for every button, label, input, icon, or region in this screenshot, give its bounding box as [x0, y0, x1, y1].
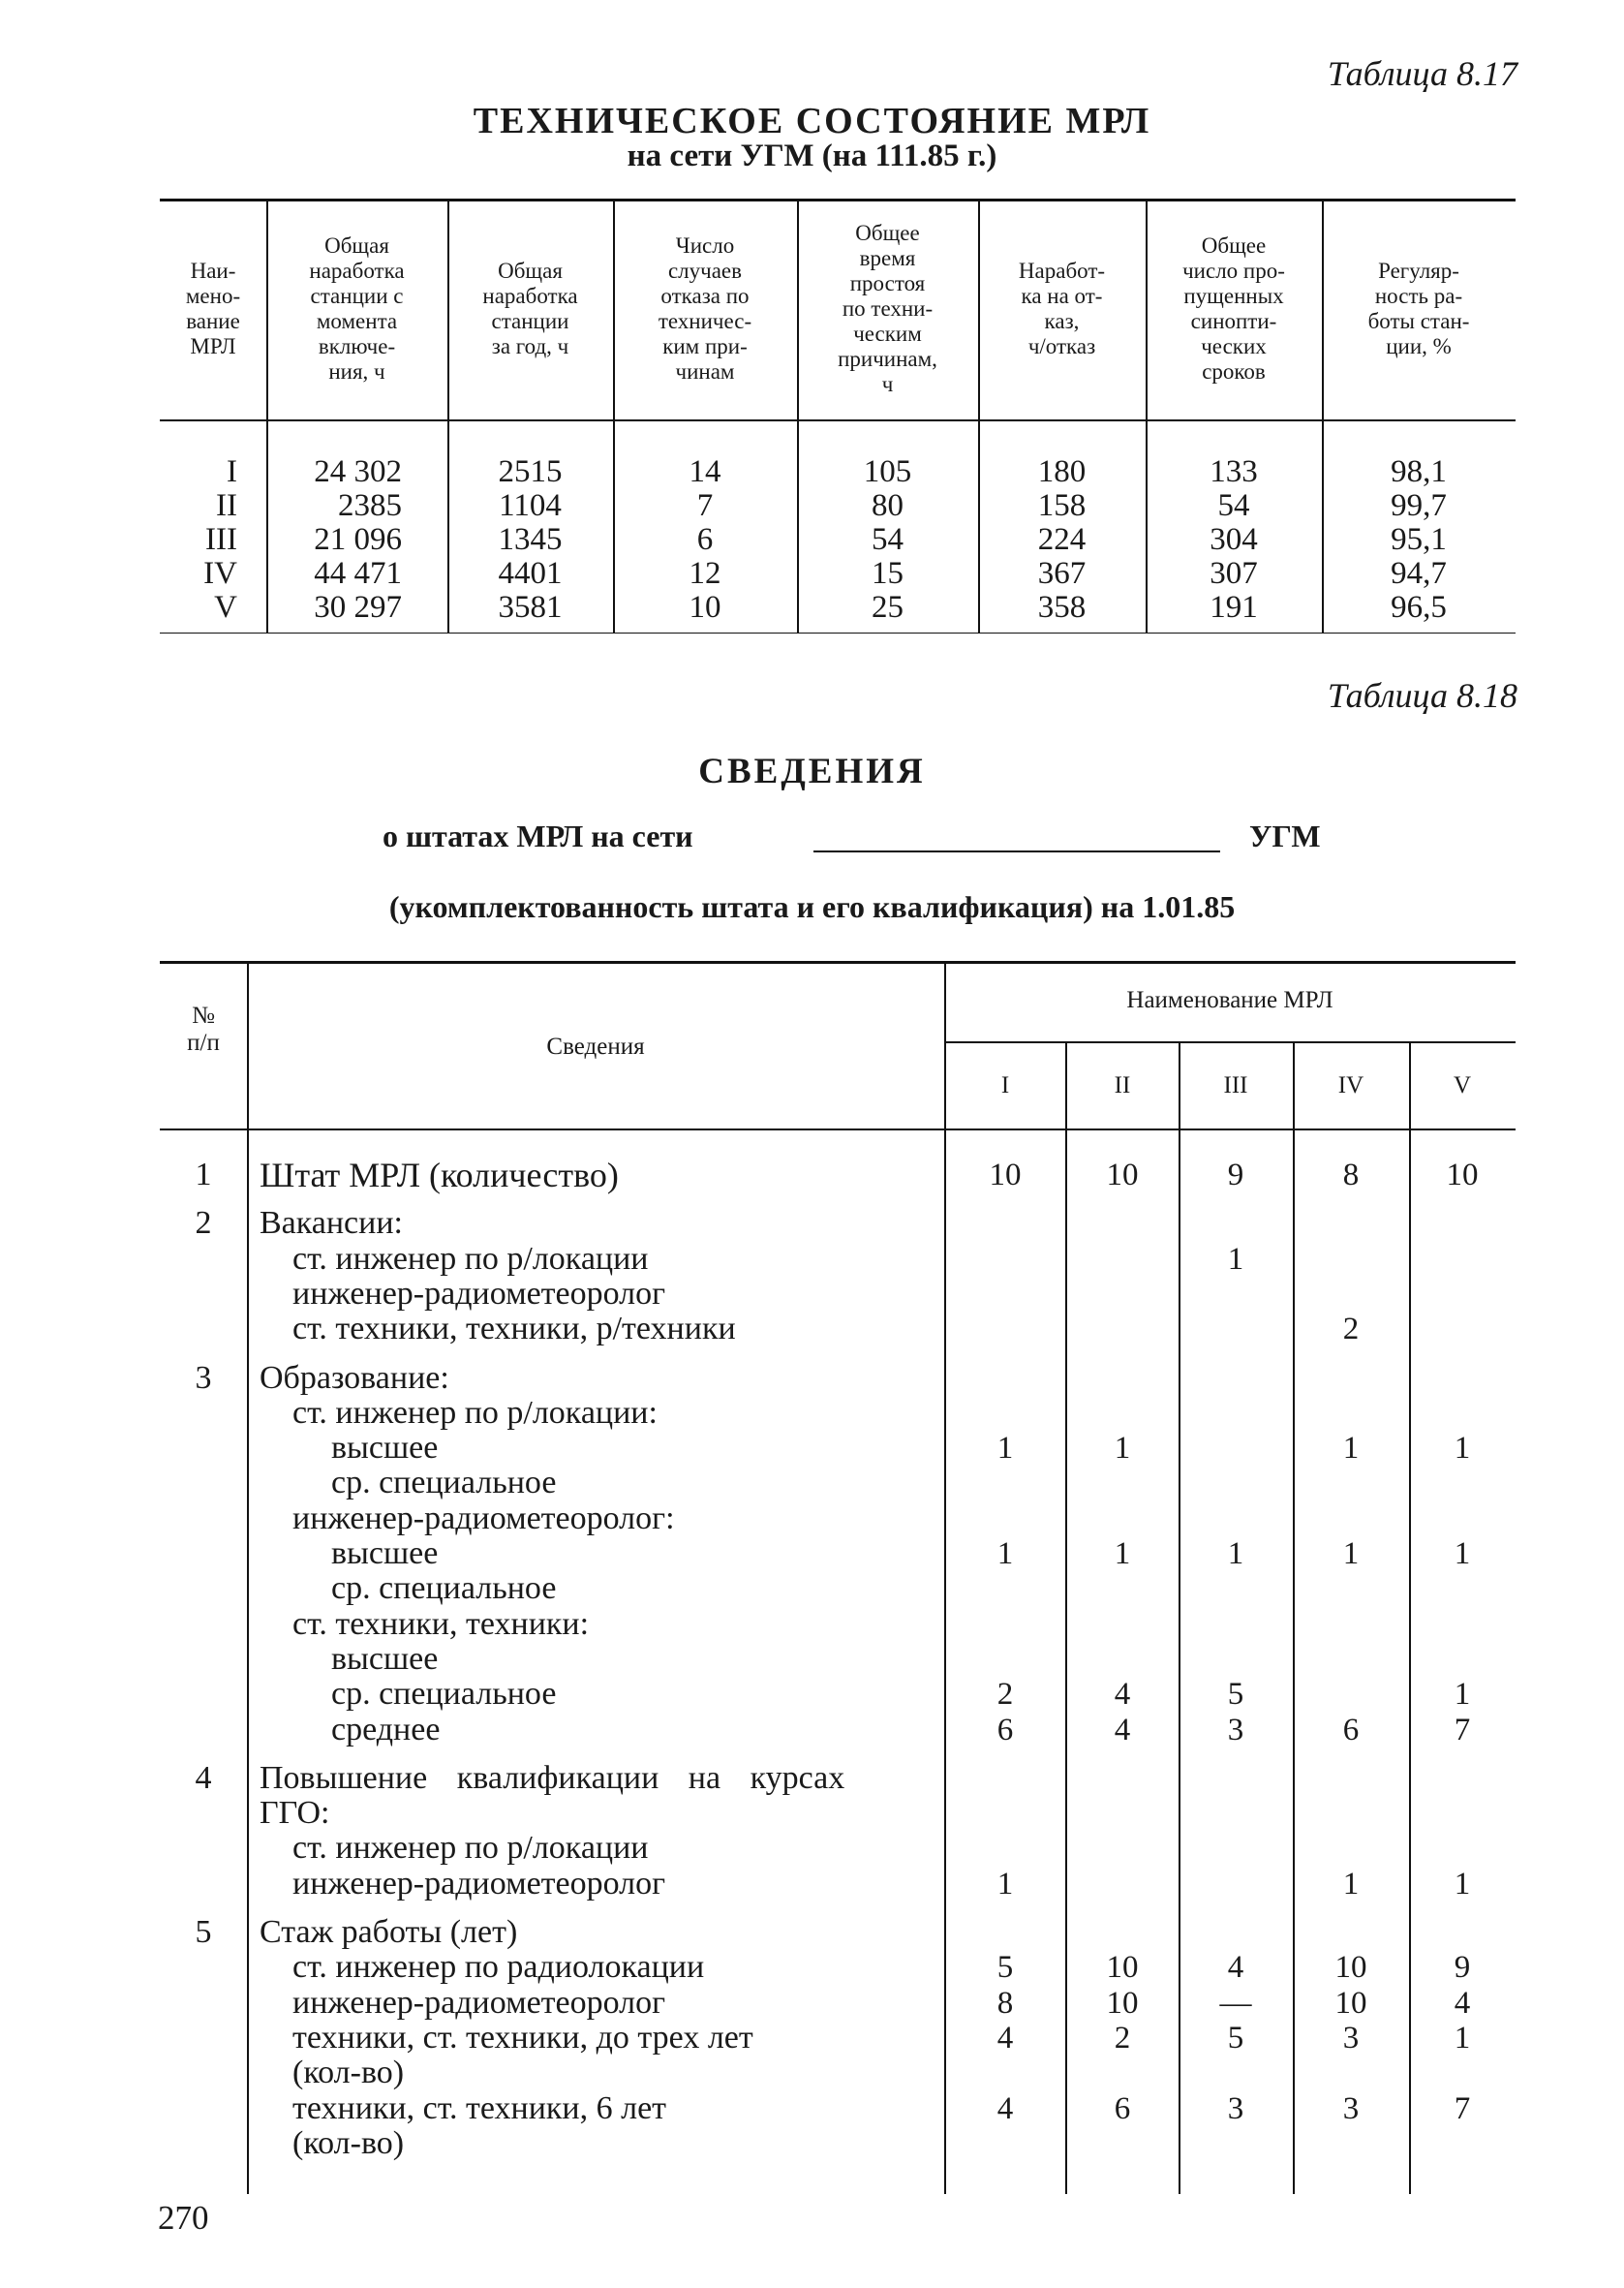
row-number: 4	[195, 1759, 212, 1796]
table-label-8-17: Таблица 8.17	[1327, 54, 1517, 93]
row-label: Стаж работы (лет)	[260, 1914, 518, 1950]
table-cell: 7	[1454, 2090, 1471, 2126]
table2-title: СВЕДЕНИЯ	[698, 752, 926, 791]
table-cell: 2	[996, 1677, 1014, 1713]
table2-subtitle-left: о штатах МРЛ на сети	[383, 819, 693, 853]
column-header: Наи- мено- вание МРЛ	[185, 259, 241, 358]
table-cell: 105	[863, 454, 912, 489]
table-cell: 3	[1227, 2090, 1244, 2126]
table-cell: 15	[872, 556, 904, 591]
row-label: Образование:	[260, 1359, 449, 1396]
column-divider	[944, 964, 946, 2194]
table-cell: 96,5	[1391, 590, 1447, 625]
row-label: техники, ст. техники, до трех лет	[292, 2019, 753, 2056]
table2-subtitle-right: УГМ	[1249, 819, 1321, 853]
row-label: ст. инженер по р/локации	[292, 1240, 649, 1277]
column-header: Общее время простоя по техни- ческим причинам, ч	[838, 221, 937, 396]
row-label: ср. специальное	[331, 1676, 557, 1713]
table-cell: 12	[689, 556, 721, 591]
station-name: I	[227, 454, 237, 489]
table-cell: 6	[696, 522, 714, 557]
info-header: Сведения	[546, 1034, 645, 1060]
table-cell: 191	[1210, 590, 1258, 625]
column-header: IV	[1337, 1072, 1364, 1098]
table-cell: 10	[1106, 1950, 1139, 1986]
table-cell: 1	[1454, 2020, 1471, 2056]
column-header: Общее число про- пущенных синопти- ческих сроков	[1182, 233, 1285, 384]
data-column	[797, 455, 978, 625]
table-cell: 3	[1342, 2020, 1360, 2056]
table-cell: 4	[996, 2020, 1014, 2056]
table-cell: 1	[996, 1866, 1014, 1902]
table-cell: 1	[1454, 1431, 1471, 1467]
table-label-8-18: Таблица 8.18	[1327, 676, 1517, 715]
table-cell: 307	[1210, 556, 1258, 591]
data-column	[613, 455, 797, 625]
header-divider	[160, 419, 1516, 421]
data-column	[160, 455, 237, 625]
table-cell: 4	[1227, 1950, 1244, 1986]
number-header: № п/п	[187, 1003, 220, 1056]
table-cell: 367	[1037, 556, 1087, 591]
table-cell: 25	[872, 590, 904, 625]
table-cell: 3581	[498, 590, 563, 625]
table-cell: 304	[1210, 522, 1258, 557]
table-cell: 1	[1342, 1431, 1360, 1467]
row-number: 2	[195, 1205, 212, 1242]
table-cell: 5	[1227, 2020, 1244, 2056]
table-cell: 4	[1114, 1677, 1131, 1713]
header-divider	[160, 1129, 1516, 1130]
column-header: I	[1000, 1072, 1010, 1098]
table2-subtitle-2: (укомплектованность штата и его квалификация) на 1.01.85	[388, 889, 1236, 924]
table-cell: 2515	[498, 454, 563, 489]
data-column	[447, 455, 613, 625]
table-cell: 1	[1454, 1866, 1471, 1902]
technical-state-table	[160, 199, 1516, 634]
table-cell: 1	[1342, 1866, 1360, 1902]
table-cell: 6	[996, 1712, 1014, 1747]
table-cell: 1	[996, 1431, 1014, 1467]
staff-table	[160, 961, 1516, 2194]
table-cell: 1	[1454, 1536, 1471, 1571]
table-cell: 2	[1114, 2020, 1131, 2056]
table-cell: 1	[1114, 1536, 1131, 1571]
group-underline	[944, 1041, 1516, 1043]
row-label: Повышение квалификации на курсах	[260, 1759, 845, 1796]
row-label: инженер-радиометеоролог:	[292, 1500, 675, 1536]
row-label: ср. специальное	[331, 1570, 557, 1607]
column-divider	[266, 201, 268, 633]
blank-line	[813, 850, 1220, 852]
table-cell: 2385	[338, 488, 402, 523]
table-cell: 99,7	[1391, 488, 1447, 523]
row-label: высшее	[331, 1640, 439, 1677]
column-header: Общая наработка станции с момента включе- ния, ч	[309, 233, 405, 384]
table-cell: 1	[996, 1536, 1014, 1571]
table-cell: 1	[1114, 1431, 1131, 1467]
row-label: Штат МРЛ (количество)	[260, 1156, 619, 1194]
row-label: ст. техники, техники:	[292, 1605, 590, 1642]
row-label: инженер-радиометеоролог	[292, 1275, 666, 1312]
column-header: Общая наработка станции за год, ч	[482, 259, 578, 358]
table-cell: 14	[689, 454, 721, 489]
column-divider	[1179, 1043, 1180, 2194]
table-cell: 24 302	[314, 454, 402, 489]
station-name: V	[214, 590, 237, 625]
table-cell: 5	[1227, 1677, 1244, 1713]
row-label: ср. специальное	[331, 1465, 557, 1501]
table-cell: 95,1	[1391, 522, 1447, 557]
data-column	[978, 455, 1146, 625]
table-cell: 30 297	[314, 590, 402, 625]
table-cell: 224	[1037, 522, 1087, 557]
table-cell: 1	[1227, 1241, 1244, 1277]
table1-title: ТЕХНИЧЕСКОЕ СОСТОЯНИЕ МРЛ	[473, 101, 1151, 141]
table-cell: 3	[1342, 2090, 1360, 2126]
table-cell: 7	[1454, 1712, 1471, 1747]
group-header: Наименование МРЛ	[1126, 987, 1333, 1013]
table-cell: —	[1219, 1985, 1252, 2021]
table-cell: 4	[1454, 1985, 1471, 2021]
row-label: ст. инженер по р/локации	[292, 1830, 649, 1867]
column-header: Число случаев отказа по техничес- ким при- чинам	[658, 233, 752, 384]
row-label: техники, ст. техники, 6 лет	[292, 2089, 667, 2126]
row-number: 5	[195, 1914, 212, 1950]
row-number: 3	[195, 1359, 212, 1396]
table-cell: 158	[1037, 488, 1087, 523]
station-name: II	[216, 488, 237, 523]
table-cell: 1345	[498, 522, 563, 557]
table1-subtitle: на сети УГМ (на 111.85 г.)	[627, 139, 997, 173]
table-cell: 5	[996, 1950, 1014, 1986]
table-cell: 10	[1106, 1158, 1139, 1192]
column-header: Наработ- ка на от- каз, ч/отказ	[1018, 259, 1106, 358]
table-cell: 54	[1217, 488, 1250, 523]
table-cell: 180	[1037, 454, 1087, 489]
table-cell: 94,7	[1391, 556, 1447, 591]
table-cell: 4401	[498, 556, 563, 591]
table-cell: 10	[689, 590, 721, 625]
table-cell: 2	[1342, 1312, 1360, 1347]
column-divider	[1293, 1043, 1295, 2194]
column-divider	[1065, 1043, 1067, 2194]
station-name: IV	[203, 556, 237, 591]
row-label: ст. инженер по радиолокации	[292, 1949, 705, 1986]
table-cell: 9	[1454, 1950, 1471, 1986]
table-cell: 8	[996, 1985, 1014, 2021]
table-cell: 8	[1342, 1158, 1360, 1192]
table-cell: 98,1	[1391, 454, 1447, 489]
table-cell: 4	[996, 2090, 1014, 2126]
table-cell: 1	[1342, 1536, 1360, 1571]
table-cell: 7	[696, 488, 714, 523]
row-label: ст. инженер по р/локации:	[292, 1394, 658, 1431]
table-cell: 10	[1334, 1950, 1367, 1986]
table-cell: 3	[1227, 1712, 1244, 1747]
table-cell: 10	[1446, 1158, 1479, 1192]
row-label: Вакансии:	[260, 1205, 403, 1242]
table-cell: 80	[872, 488, 904, 523]
table-cell: 10	[1334, 1985, 1367, 2021]
table-cell: 9	[1227, 1158, 1244, 1192]
table-cell: 1	[1227, 1536, 1244, 1571]
table-cell: 1	[1454, 1677, 1471, 1713]
row-label: высшее	[331, 1430, 439, 1467]
column-divider	[247, 964, 249, 2194]
data-column	[286, 455, 402, 625]
data-column	[1322, 455, 1516, 625]
row-label: ГГО:	[260, 1795, 330, 1832]
row-label: ст. техники, техники, р/техники	[292, 1311, 736, 1347]
table-cell: 358	[1037, 590, 1087, 625]
station-name: III	[205, 522, 237, 557]
table-cell: 44 471	[314, 556, 402, 591]
row-label: инженер-радиометеоролог	[292, 1865, 666, 1902]
table-cell: 4	[1114, 1712, 1131, 1747]
column-header: II	[1114, 1072, 1131, 1098]
row-label: среднее	[331, 1711, 441, 1747]
table-cell: 10	[989, 1158, 1022, 1192]
row-label: высшее	[331, 1535, 439, 1571]
column-header: Регуляр- ность ра- боты стан- ции, %	[1367, 259, 1470, 358]
table-cell: 21 096	[314, 522, 402, 557]
row-label: инженер-радиометеоролог	[292, 1984, 666, 2021]
row-label: (кол-во)	[292, 2055, 405, 2091]
table-cell: 6	[1342, 1712, 1360, 1747]
row-number: 1	[195, 1157, 212, 1192]
table-cell: 133	[1210, 454, 1258, 489]
row-label: (кол-во)	[292, 2124, 405, 2161]
column-header: III	[1223, 1072, 1248, 1098]
table-cell: 54	[872, 522, 904, 557]
page-number: 270	[158, 2199, 209, 2237]
table-cell: 1104	[499, 488, 562, 523]
table-cell: 10	[1106, 1985, 1139, 2021]
column-header: V	[1453, 1072, 1472, 1098]
table-cell: 6	[1114, 2090, 1131, 2126]
data-column	[1146, 455, 1322, 625]
